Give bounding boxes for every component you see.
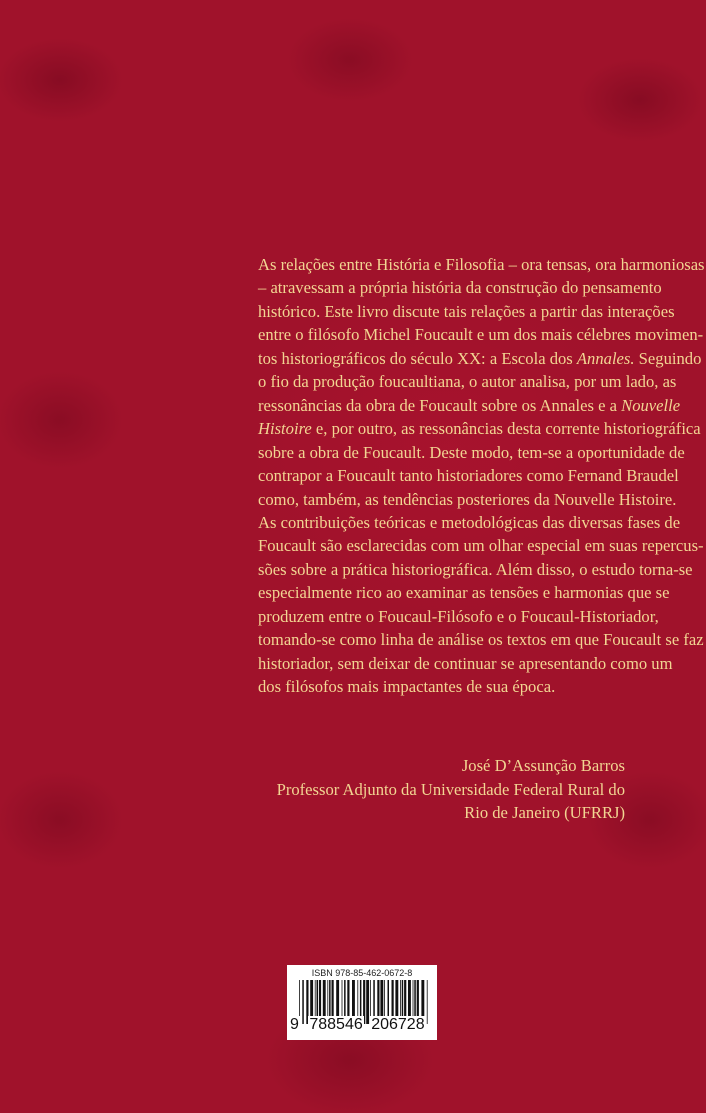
description-line: [258, 558, 693, 581]
description-text: produzem entre o Foucaul-Filósofo e o Foucaul-Historiador,: [258, 606, 659, 626]
description-text: dos filósofos mais impactantes de sua época.: [258, 677, 556, 697]
italic-title: Annales.: [576, 348, 635, 368]
description-text: histórico. Este livro discute tais relações a partir das interações: [258, 301, 675, 321]
description-text: tos historiográficos do século XX: a Escola dos: [258, 348, 577, 368]
barcode-digit-group2: 206728: [371, 1016, 425, 1033]
description-line: [258, 605, 659, 628]
description-line: [258, 464, 679, 487]
description-text: ressonâncias da obra de Foucault sobre os Annales e a: [258, 395, 622, 415]
description-line: [258, 370, 677, 393]
barcode-bar: [427, 980, 428, 1024]
description-text: especialmente rico ao examinar as tensões e harmonias que se: [258, 583, 670, 603]
description-line: [258, 347, 702, 370]
author-name: José D’Assunção Barros: [461, 756, 625, 775]
author-affiliation: Rio de Janeiro (UFRRJ): [464, 803, 625, 822]
isbn-barcode: [287, 965, 437, 1040]
author-credit: [277, 754, 625, 825]
description-line: [258, 488, 677, 511]
description-line: [258, 300, 675, 323]
description-text: tomando-se como linha de análise os textos em que Foucault se faz: [258, 630, 704, 650]
description-line: [258, 675, 625, 698]
description-line: [258, 441, 685, 464]
description-line: [258, 652, 673, 675]
description-line: [258, 511, 681, 534]
description-line: [258, 394, 681, 417]
barcode-digit-first: 9: [290, 1016, 299, 1033]
description-text: historiador, sem deixar de continuar se apresentando como um: [258, 653, 673, 673]
description-line: [258, 417, 701, 440]
description-line: [258, 323, 704, 346]
description-text: o fio da produção foucaultiana, o autor analisa, por um lado, as: [258, 372, 677, 392]
back-cover-description: [258, 253, 705, 699]
description-text: entre o filósofo Michel Foucault e um dos mais célebres movimen-: [258, 325, 704, 345]
description-text: contrapor a Foucault tanto historiadores como Fernand Braudel: [258, 466, 679, 486]
description-line: [258, 534, 704, 557]
author-role: Professor Adjunto da Universidade Federal Rural do: [276, 779, 625, 799]
description-line: [258, 253, 705, 276]
isbn-label: ISBN 978-85-462-0672-8: [311, 968, 413, 978]
description-text: Foucault são esclarecidas com um olhar especial em suas repercus-: [258, 536, 704, 556]
description-text: sões sobre a prática historiográfica. Além disso, o estudo torna-se: [258, 559, 693, 579]
description-text: As contribuições teóricas e metodológicas das diversas fases de: [258, 512, 681, 532]
description-line: [258, 276, 662, 299]
description-text: – atravessam a própria história da construção do pensamento: [258, 278, 662, 298]
description-line: [258, 581, 670, 604]
barcode-digit-group1: 788546: [309, 1016, 363, 1033]
description-text: como, também, as tendências posteriores da Nouvelle Histoire.: [258, 489, 677, 509]
italic-title: Nouvelle: [621, 395, 681, 415]
barcode-digits: [289, 1016, 426, 1034]
italic-title: Histoire: [258, 419, 312, 439]
description-text: As relações entre História e Filosofia – ora tensas, ora harmoniosas: [258, 255, 705, 274]
description-text: sobre a obra de Foucault. Deste modo, tem-se a oportunidade de: [258, 442, 685, 462]
description-line: [258, 628, 704, 651]
description-text: e, por outro, as ressonâncias desta corrente historiográfica: [311, 419, 701, 439]
description-text: Seguindo: [634, 348, 702, 368]
